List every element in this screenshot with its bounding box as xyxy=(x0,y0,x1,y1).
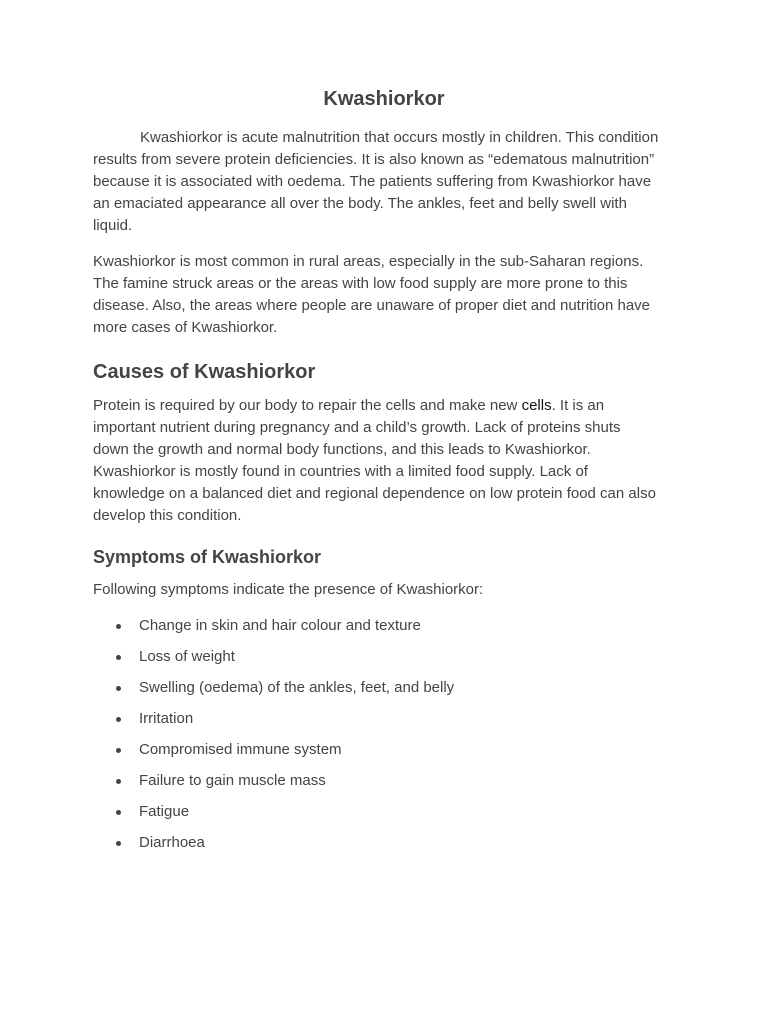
cells-link[interactable]: cells xyxy=(521,397,552,414)
intro-paragraph-1: Kwashiorkor is acute malnutrition that occurs mostly in children. This condition results from severe protein deficiencies. It is also known as “edematous malnutrition” because it is associated with oedema. The patients suffering from Kwashiorkor have an emaciated appearance all over the body. The ankles, feet and belly swell with liquid. xyxy=(93,129,659,234)
causes-text-end: . It is an important nutrient during pregnancy and a child’s growth. Lack of proteins shuts down the growth and normal body functions, and this leads to Kwashiorkor. Kwashiorkor is mostly found in countries with a limited food supply. Lack of knowledge on a balanced diet and regional dependence on low protein food can also develop this condition. xyxy=(93,397,656,524)
list-item-text: Fatigue xyxy=(139,803,190,820)
symptoms-list xyxy=(93,615,659,863)
causes-heading: Causes of Kwashiorkor xyxy=(93,361,316,383)
list-item-text: Swelling (oedema) of the ankles, feet, and belly xyxy=(139,679,455,696)
bullet-icon xyxy=(116,810,121,815)
bullet-icon xyxy=(116,779,121,784)
list-item xyxy=(93,646,659,677)
bullet-icon xyxy=(116,748,121,753)
bullet-icon xyxy=(116,686,121,691)
list-item xyxy=(93,615,659,646)
intro-paragraph-2: Kwashiorkor is most common in rural areas, especially in the sub-Saharan regions. The famine struck areas or the areas with low food supply are more prone to this disease. Also, the areas where people are unaware of proper diet and nutrition have more cases of Kwashiorkor. xyxy=(93,253,651,336)
list-item xyxy=(93,677,659,708)
causes-paragraph xyxy=(93,395,659,527)
list-item-text: Failure to gain muscle mass xyxy=(139,772,326,789)
list-item-text: Loss of weight xyxy=(139,648,235,665)
bullet-icon xyxy=(116,624,121,629)
list-item xyxy=(93,708,659,739)
bullet-icon xyxy=(116,841,121,846)
list-item xyxy=(93,739,659,770)
bullet-icon xyxy=(116,655,121,660)
symptoms-intro: Following symptoms indicate the presence of Kwashiorkor: xyxy=(93,581,484,598)
causes-text-start: Protein is required by our body to repair the cells and make new xyxy=(93,397,522,414)
list-item xyxy=(93,832,659,863)
list-item-text: Irritation xyxy=(139,710,194,727)
list-item-text: Compromised immune system xyxy=(139,741,342,758)
list-item-text: Change in skin and hair colour and texture xyxy=(139,617,421,634)
bullet-icon xyxy=(116,717,121,722)
document-title: Kwashiorkor xyxy=(323,88,445,110)
list-item xyxy=(93,770,659,801)
list-item-text: Diarrhoea xyxy=(139,834,205,851)
symptoms-heading: Symptoms of Kwashiorkor xyxy=(93,547,322,567)
list-item xyxy=(93,801,659,832)
